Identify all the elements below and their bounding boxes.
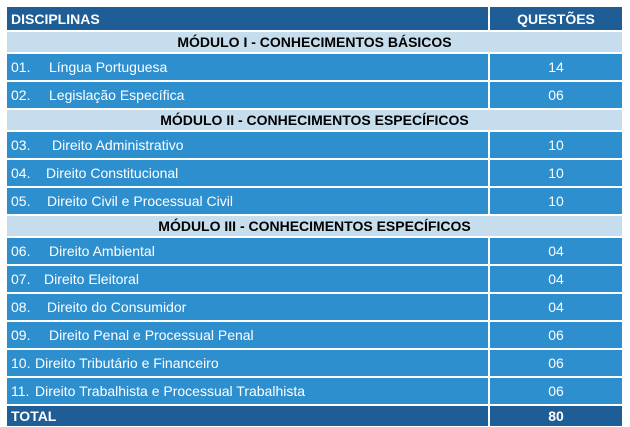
- table-row: [7, 350, 622, 376]
- module-row: [7, 216, 622, 236]
- discipline-cell: [7, 54, 488, 80]
- item-name: Direito Trabalhista e Processual Trabalhista: [35, 383, 306, 399]
- item-name: Direito Eleitoral: [44, 271, 139, 287]
- module-row: [7, 110, 622, 130]
- discipline-cell: [7, 294, 488, 320]
- questions-cell: 10: [490, 160, 622, 186]
- item-number: 10.: [11, 355, 31, 371]
- header-disciplinas: DISCIPLINAS: [7, 7, 488, 30]
- item-number: 04.: [11, 165, 31, 181]
- questions-cell: 04: [490, 238, 622, 264]
- item-number: 11.: [11, 383, 30, 399]
- total-row: [7, 406, 622, 426]
- item-name: Língua Portuguesa: [49, 59, 168, 75]
- questions-cell: 10: [490, 132, 622, 158]
- questions-cell: 06: [490, 82, 622, 108]
- item-name: Direito Tributário e Financeiro: [35, 355, 219, 371]
- questions-cell: 14: [490, 54, 622, 80]
- table-row: [7, 160, 622, 186]
- item-number: 09.: [11, 327, 31, 343]
- table-row: [7, 238, 622, 264]
- disciplines-table: [7, 7, 622, 422]
- questions-cell: 06: [490, 350, 622, 376]
- item-number: 06.: [11, 243, 31, 259]
- questions-cell: 06: [490, 322, 622, 348]
- discipline-cell: [7, 322, 488, 348]
- item-name: Direito Penal e Processual Penal: [49, 327, 254, 343]
- item-name: Direito Constitucional: [46, 165, 179, 181]
- discipline-cell: [7, 188, 488, 214]
- item-number: 03.: [11, 137, 31, 153]
- table-row: [7, 322, 622, 348]
- module-title: MÓDULO I - CONHECIMENTOS BÁSICOS: [7, 32, 622, 52]
- questions-cell: 06: [490, 378, 622, 404]
- item-name: Direito Civil e Processual Civil: [47, 193, 233, 209]
- discipline-cell: [7, 82, 488, 108]
- table-row: [7, 188, 622, 214]
- table-row: [7, 82, 622, 108]
- header-questoes: QUESTÕES: [490, 7, 622, 30]
- discipline-cell: [7, 160, 488, 186]
- header-row: [7, 7, 622, 30]
- discipline-cell: [7, 350, 488, 376]
- table-row: [7, 54, 622, 80]
- total-label: TOTAL: [7, 406, 488, 426]
- table-row: [7, 266, 622, 292]
- discipline-cell: [7, 378, 488, 404]
- table-row: [7, 132, 622, 158]
- item-name: Direito do Consumidor: [47, 299, 187, 315]
- item-number: 07.: [11, 271, 31, 287]
- questions-cell: 10: [490, 188, 622, 214]
- item-number: 02.: [11, 87, 31, 103]
- table-row: [7, 294, 622, 320]
- discipline-cell: [7, 266, 488, 292]
- item-number: 01.: [11, 59, 31, 75]
- questions-cell: 04: [490, 294, 622, 320]
- module-title: MÓDULO II - CONHECIMENTOS ESPECÍFICOS: [7, 110, 622, 130]
- item-number: 05.: [11, 193, 31, 209]
- module-row: [7, 32, 622, 52]
- discipline-cell: [7, 238, 488, 264]
- item-name: Direito Ambiental: [49, 243, 155, 259]
- questions-cell: 04: [490, 266, 622, 292]
- item-number: 08.: [11, 299, 31, 315]
- discipline-cell: [7, 132, 488, 158]
- table-row: [7, 378, 622, 404]
- total-value: 80: [490, 406, 622, 426]
- item-name: Legislação Específica: [49, 87, 185, 103]
- item-name: Direito Administrativo: [52, 137, 184, 153]
- module-title: MÓDULO III - CONHECIMENTOS ESPECÍFICOS: [7, 216, 622, 236]
